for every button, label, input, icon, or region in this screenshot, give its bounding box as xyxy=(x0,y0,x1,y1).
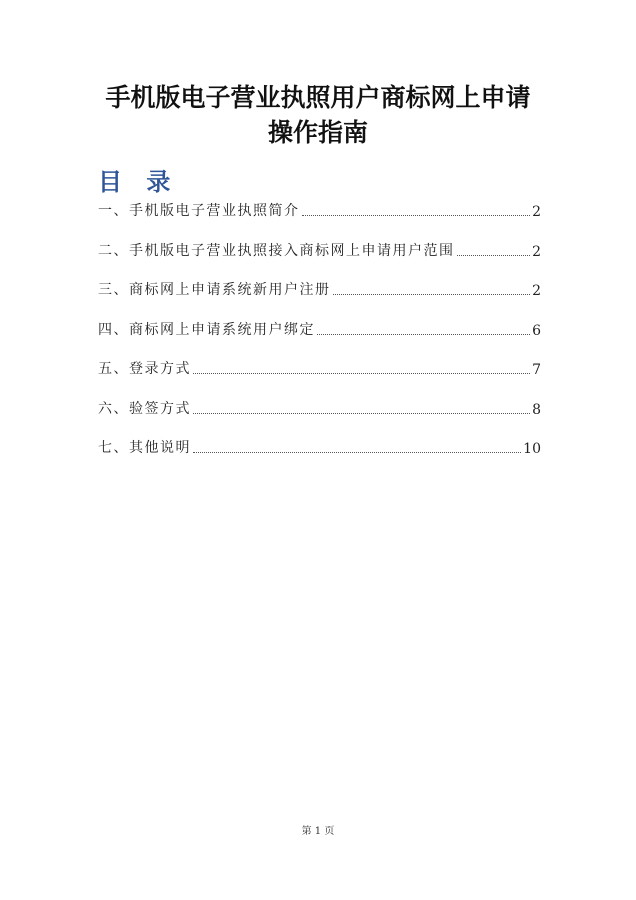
toc-entry-page: 2 xyxy=(532,243,541,260)
toc-leader-dots xyxy=(333,294,531,295)
toc-entry-7[interactable] xyxy=(98,437,541,457)
toc-entry-text: 六、验签方式 xyxy=(98,400,191,417)
toc-entry-page: 10 xyxy=(523,441,541,457)
toc-entry-1[interactable] xyxy=(98,200,541,220)
document-title-line1: 手机版电子营业执照用户商标网上申请 xyxy=(105,83,531,112)
toc-entry-text: 五、登录方式 xyxy=(98,361,191,377)
toc-entry-2[interactable] xyxy=(98,240,541,260)
toc-leader-dots xyxy=(193,373,530,374)
toc-entry-page: 2 xyxy=(532,204,541,220)
toc-entry-text: 七、其他说明 xyxy=(98,440,191,456)
toc-entry-5[interactable] xyxy=(98,358,541,378)
toc-entry-page: 7 xyxy=(532,362,541,378)
toc-entry-page: 8 xyxy=(532,401,541,418)
toc-entry-4[interactable] xyxy=(98,319,541,339)
table-of-contents xyxy=(98,200,541,477)
page-number-footer: 第 1 页 xyxy=(301,826,335,837)
toc-entry-text: 三、商标网上申请系统新用户注册 xyxy=(98,282,331,298)
toc-entry-text: 四、商标网上申请系统用户绑定 xyxy=(98,321,315,338)
toc-entry-page: 2 xyxy=(532,283,541,299)
toc-heading: 目 录 xyxy=(98,168,179,196)
toc-leader-dots xyxy=(193,452,521,453)
toc-leader-dots xyxy=(302,215,531,216)
toc-entry-page: 6 xyxy=(532,322,541,339)
toc-leader-dots xyxy=(193,413,530,414)
document-title-line2: 操作指南 xyxy=(267,118,368,147)
toc-entry-6[interactable] xyxy=(98,398,541,418)
toc-leader-dots xyxy=(457,255,531,256)
toc-leader-dots xyxy=(317,334,530,335)
toc-entry-text: 二、手机版电子营业执照接入商标网上申请用户范围 xyxy=(98,242,455,259)
toc-entry-3[interactable] xyxy=(98,279,541,299)
toc-entry-text: 一、手机版电子营业执照简介 xyxy=(98,203,300,219)
